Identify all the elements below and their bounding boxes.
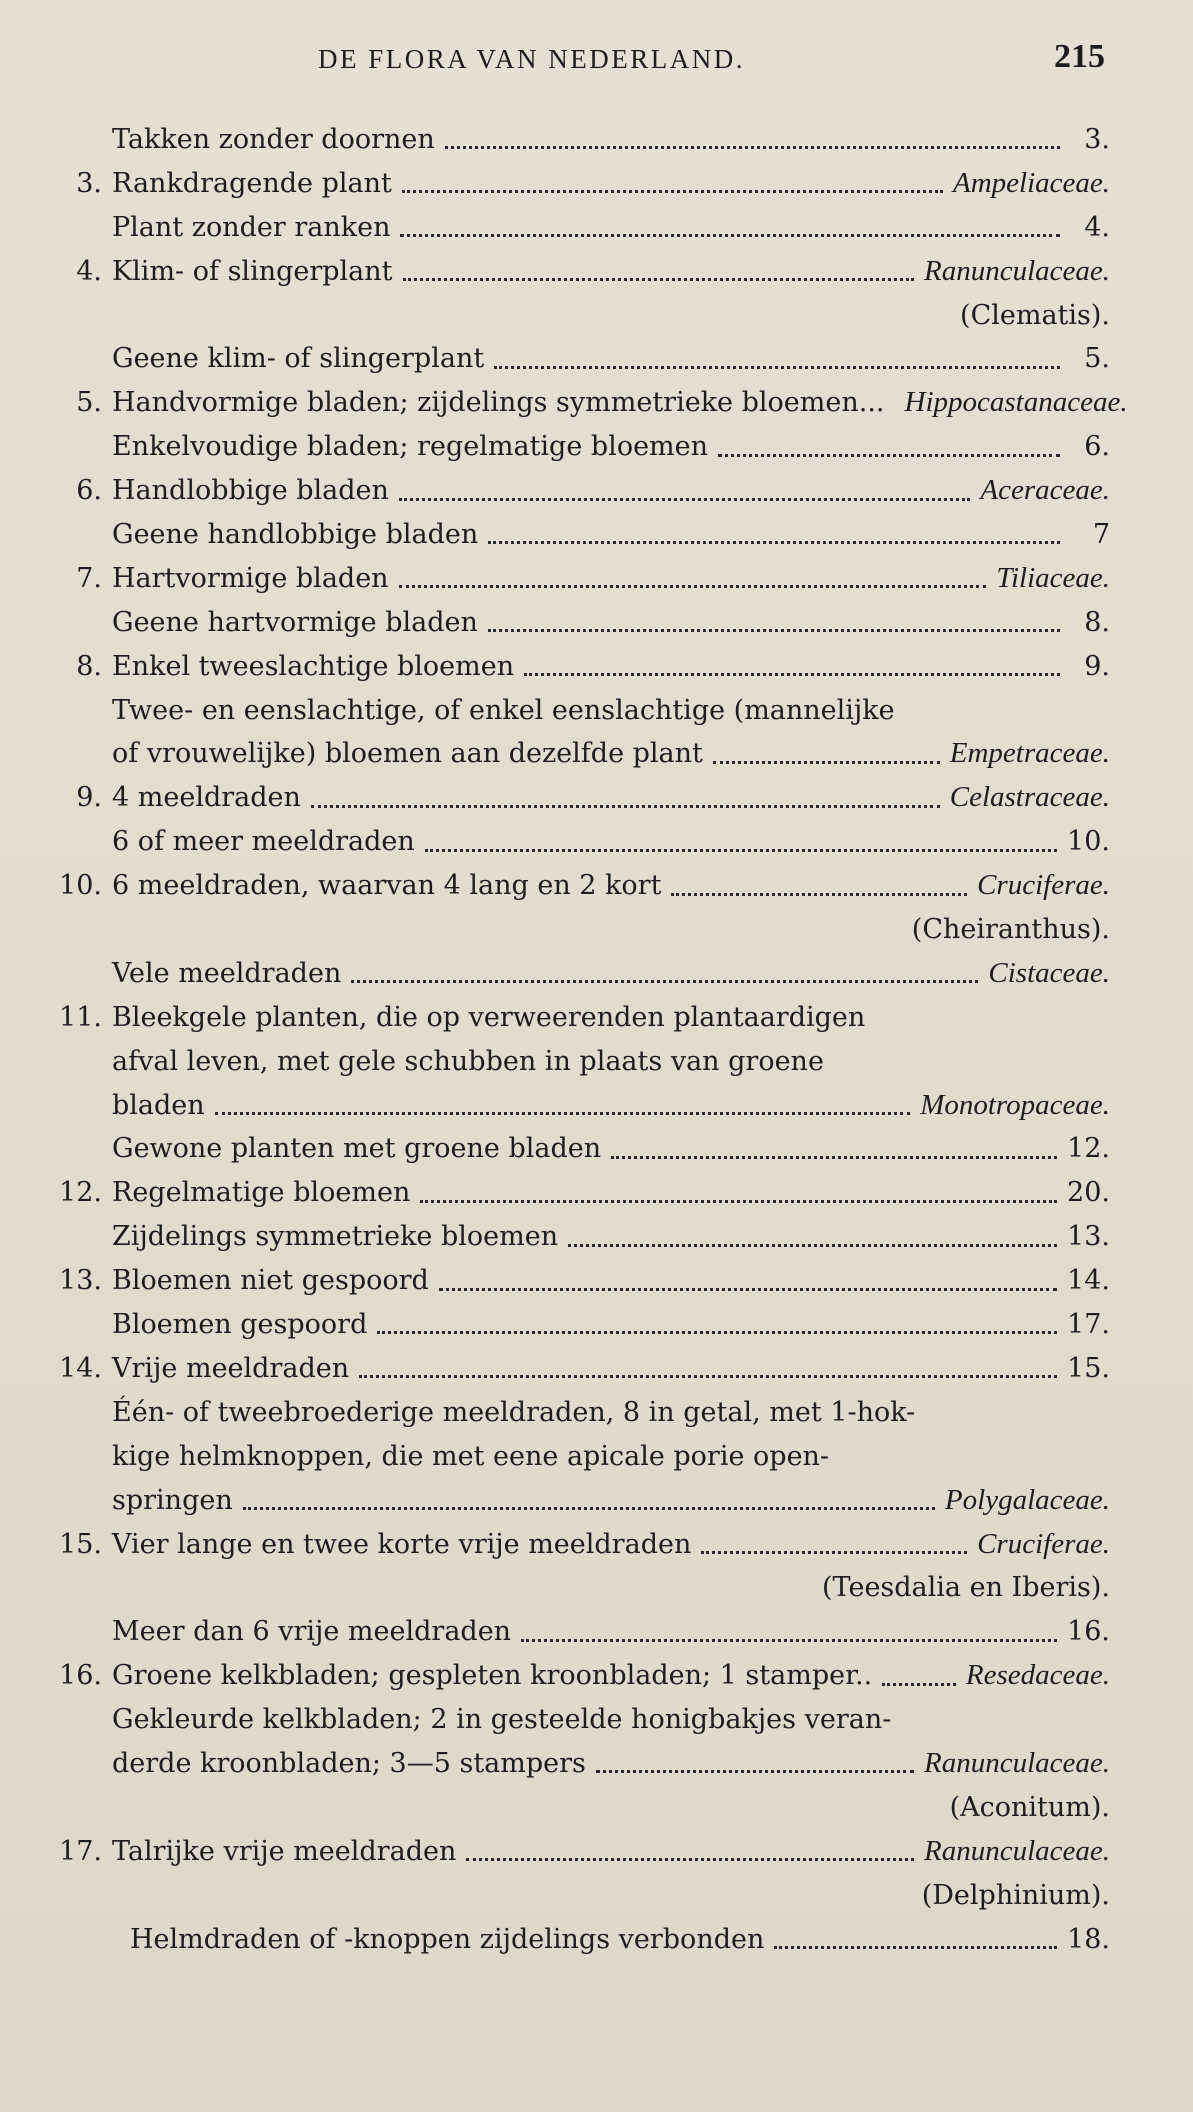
dot-leader — [439, 1288, 1057, 1291]
couplet-text: Enkel tweeslachtige bloemen — [112, 650, 515, 682]
dot-leader — [351, 980, 978, 983]
couplet-text: Handlobbige bladen — [112, 475, 389, 507]
couplet-reference: 12. — [1067, 1133, 1110, 1165]
key-line — [40, 996, 1110, 1040]
key-line — [40, 1786, 1110, 1830]
couplet-text: Bloemen gespoord — [112, 1309, 368, 1341]
key-line — [40, 1874, 1110, 1918]
dot-leader — [215, 1112, 911, 1115]
family-name: Celastraceae. — [949, 781, 1110, 814]
couplet-reference: 17. — [1067, 1309, 1110, 1341]
page-number: 215 — [1054, 38, 1105, 75]
dot-leader — [596, 1770, 914, 1773]
key-line — [40, 820, 1110, 864]
key-line — [40, 118, 1110, 162]
couplet-text: of vrouwelijke) bloemen aan dezelfde plant — [112, 738, 703, 770]
couplet-text: Gekleurde kelkbladen; 2 in gesteelde honigbakjes veran- — [112, 1704, 892, 1736]
key-line — [40, 1391, 1110, 1435]
couplet-text: Vier lange en twee korte vrije meeldraden — [112, 1528, 692, 1560]
couplet-text: derde kroonbladen; 3—5 stampers — [112, 1747, 586, 1779]
dot-leader — [359, 1375, 1057, 1378]
dot-leader — [671, 893, 967, 896]
dot-leader — [425, 849, 1057, 852]
couplet-number: 10. — [59, 870, 102, 902]
key-line — [40, 1742, 1110, 1786]
key-line — [40, 1127, 1110, 1171]
dot-leader — [445, 146, 1060, 149]
couplet-text: Vele meeldraden — [112, 957, 342, 989]
couplet-reference: 15. — [1067, 1352, 1110, 1384]
key-line — [40, 425, 1110, 469]
key-line — [40, 1698, 1110, 1742]
couplet-text: Talrijke vrije meeldraden — [112, 1835, 457, 1867]
couplet-number: 5. — [76, 387, 102, 419]
genus-note: (Clematis). — [960, 299, 1110, 331]
family-name: Aceraceae. — [980, 474, 1110, 507]
couplet-reference: 13. — [1067, 1221, 1110, 1253]
dot-leader — [774, 1946, 1057, 1949]
dot-leader — [466, 1858, 914, 1861]
family-name: Tiliaceae. — [996, 561, 1110, 594]
couplet-text: 4 meeldraden — [112, 782, 301, 814]
couplet-text: Regelmatige bloemen — [112, 1177, 411, 1209]
dot-leader — [611, 1156, 1057, 1159]
dot-leader — [399, 585, 987, 588]
dot-leader — [400, 234, 1060, 237]
key-line — [40, 162, 1110, 206]
identification-key — [40, 118, 1128, 1961]
key-line — [40, 469, 1110, 513]
dot-leader — [701, 1551, 967, 1554]
couplet-text: Takken zonder doornen — [112, 124, 435, 155]
dot-leader — [882, 1683, 956, 1686]
couplet-reference: 16. — [1067, 1616, 1110, 1648]
couplet-text: Geene klim- of slingerplant — [112, 343, 485, 375]
couplet-text: Handvormige bladen; zijdelings symmetrieke bloemen... — [112, 387, 885, 419]
couplet-reference: 20. — [1067, 1177, 1110, 1209]
couplet-text: bladen — [112, 1089, 205, 1121]
couplet-text: Rankdragende plant — [112, 167, 392, 199]
couplet-text: Klim- of slingerplant — [112, 255, 393, 287]
couplet-number: 8. — [76, 650, 102, 682]
key-line — [40, 1918, 1110, 1962]
couplet-text: Geene handlobbige bladen — [112, 519, 479, 551]
couplet-text: kige helmknoppen, die met eene apicale porie open- — [112, 1440, 830, 1472]
key-line — [40, 1435, 1110, 1479]
couplet-number: 13. — [59, 1265, 102, 1297]
couplet-number: 7. — [76, 562, 102, 594]
key-line — [40, 732, 1110, 776]
family-name: Ranunculaceae. — [923, 1746, 1110, 1779]
couplet-reference: 3. — [1084, 124, 1110, 155]
key-line — [40, 250, 1110, 294]
couplet-reference: 10. — [1067, 826, 1110, 858]
couplet-number: 17. — [59, 1835, 102, 1867]
couplet-text: Bleekgele planten, die op verweerenden plantaardigen — [112, 1001, 866, 1033]
couplet-text: Hartvormige bladen — [112, 562, 389, 594]
key-line — [40, 1523, 1110, 1567]
couplet-number: 6. — [76, 475, 102, 507]
key-line — [40, 206, 1110, 250]
couplet-text: Zijdelings symmetrieke bloemen — [112, 1221, 559, 1253]
couplet-reference: 9. — [1084, 650, 1110, 682]
couplet-text: Groene kelkbladen; gespleten kroonbladen; 1 stamper.. — [112, 1660, 873, 1692]
couplet-text: 6 meeldraden, waarvan 4 lang en 2 kort — [112, 870, 662, 902]
dot-leader — [568, 1244, 1057, 1247]
key-line — [40, 557, 1110, 601]
dot-leader — [420, 1200, 1057, 1203]
family-name: Monotropaceae. — [920, 1088, 1110, 1121]
couplet-reference: 18. — [1067, 1923, 1110, 1955]
family-name: Cistaceae. — [988, 956, 1110, 989]
family-name: Ranunculaceae. — [923, 254, 1110, 287]
dot-leader — [713, 761, 940, 764]
couplet-text: Gewone planten met groene bladen — [112, 1133, 602, 1165]
couplet-number: 3. — [76, 167, 102, 199]
genus-note: (Delphinium). — [921, 1879, 1110, 1911]
genus-note: (Teesdalia en Iberis). — [822, 1572, 1110, 1604]
key-line — [40, 381, 1128, 425]
couplet-reference: 5. — [1084, 343, 1110, 375]
key-line — [40, 689, 1110, 733]
couplet-text: Plant zonder ranken — [112, 211, 391, 243]
family-name: Ranunculaceae. — [923, 1834, 1110, 1867]
key-line — [40, 1040, 1110, 1084]
key-line — [40, 1654, 1110, 1698]
family-name: Cruciferae. — [977, 869, 1110, 902]
couplet-number: 4. — [76, 255, 102, 287]
dot-leader — [399, 498, 970, 501]
key-line — [40, 952, 1110, 996]
key-line — [40, 1347, 1110, 1391]
dot-leader — [521, 1639, 1057, 1642]
dot-leader — [494, 366, 1060, 369]
key-line — [40, 337, 1110, 381]
family-name: Empetraceae. — [949, 737, 1110, 770]
couplet-text: Twee- en eenslachtige, of enkel eenslachtige (mannelijke — [112, 694, 895, 726]
dot-leader — [524, 673, 1060, 676]
couplet-text: afval leven, met gele schubben in plaats van groene — [112, 1045, 824, 1077]
couplet-number: 15. — [59, 1528, 102, 1560]
dot-leader — [488, 629, 1060, 632]
family-name: Hippocastanaceae. — [904, 386, 1128, 419]
couplet-text: Vrije meeldraden — [112, 1352, 350, 1384]
family-name: Polygalaceae. — [944, 1483, 1110, 1516]
key-line — [40, 645, 1110, 689]
key-line — [40, 513, 1110, 557]
couplet-text: springen — [112, 1484, 233, 1516]
page-header — [0, 38, 1193, 82]
couplet-reference: 7 — [1092, 519, 1110, 551]
key-line — [40, 1830, 1110, 1874]
couplet-text: Bloemen niet gespoord — [112, 1265, 429, 1297]
dot-leader — [488, 541, 1060, 544]
key-line — [40, 1479, 1110, 1523]
key-line — [40, 601, 1110, 645]
family-name: Resedaceae. — [965, 1659, 1110, 1692]
genus-note: (Cheiranthus). — [911, 914, 1110, 946]
key-line — [40, 908, 1110, 952]
couplet-text: Enkelvoudige bladen; regelmatige bloemen — [112, 431, 709, 463]
dot-leader — [311, 805, 940, 808]
running-title: DE FLORA VAN NEDERLAND. — [318, 44, 746, 74]
couplet-text: Helmdraden of -knoppen zijdelings verbonden — [130, 1923, 765, 1955]
couplet-text: Één- of tweebroederige meeldraden, 8 in getal, met 1-hok- — [112, 1396, 916, 1428]
couplet-reference: 14. — [1067, 1265, 1110, 1297]
family-name: Ampeliaceae. — [952, 166, 1110, 199]
couplet-reference: 6. — [1084, 431, 1110, 463]
genus-note: (Aconitum). — [949, 1791, 1110, 1823]
couplet-text: Meer dan 6 vrije meeldraden — [112, 1616, 512, 1648]
key-line — [40, 1259, 1110, 1303]
key-line — [40, 1215, 1110, 1259]
couplet-reference: 4. — [1084, 211, 1110, 243]
dot-leader — [718, 454, 1060, 457]
couplet-number: 9. — [76, 782, 102, 814]
key-line — [40, 1303, 1110, 1347]
couplet-number: 11. — [59, 1001, 102, 1033]
couplet-number: 12. — [59, 1177, 102, 1209]
key-line — [40, 294, 1110, 338]
key-line — [40, 1171, 1110, 1215]
dot-leader — [377, 1331, 1057, 1334]
key-line — [40, 776, 1110, 820]
key-line — [40, 1610, 1110, 1654]
key-line — [40, 864, 1110, 908]
family-name: Cruciferae. — [977, 1527, 1110, 1560]
dot-leader — [403, 278, 914, 281]
couplet-reference: 8. — [1084, 606, 1110, 638]
couplet-number: 14. — [59, 1352, 102, 1384]
dot-leader — [243, 1507, 935, 1510]
key-line — [40, 1084, 1110, 1128]
couplet-number: 16. — [59, 1660, 102, 1692]
dot-leader — [402, 190, 943, 193]
couplet-text: 6 of meer meeldraden — [112, 826, 415, 858]
key-line — [40, 1566, 1110, 1610]
couplet-text: Geene hartvormige bladen — [112, 606, 478, 638]
